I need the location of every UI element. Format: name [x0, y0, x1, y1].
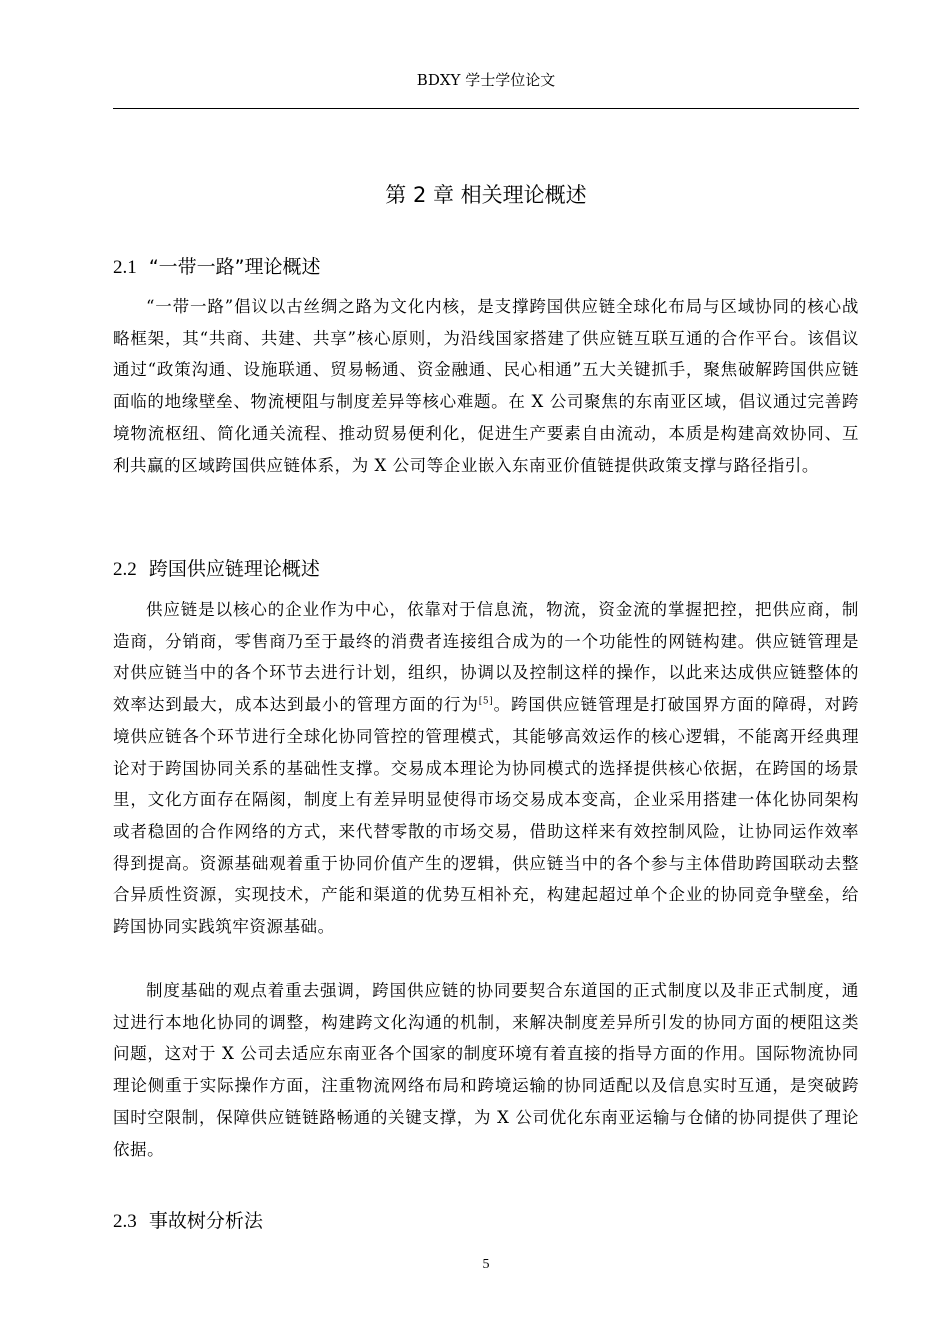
chapter-title: 第 2 章 相关理论概述 — [385, 183, 587, 207]
paragraph-supply-chain — [113, 594, 859, 974]
section-number: 2.1 — [113, 257, 137, 278]
header-rule — [113, 108, 859, 109]
section-heading-2-1 — [113, 253, 859, 282]
section-number: 2.3 — [113, 1211, 137, 1232]
paragraph-institutional-view: 制度基础的观点着重去强调，跨国供应链的协同要契合东道国的正式制度以及非正式制度，通过进行本地化协同的调整，构建跨文化沟通的机制，来解决制度差异所引发的协同方面的梗阻这类问题，这对于 X 公司去适应东南亚各个国家的制度环境有着直接的指导方面的作用。国际物流协同理论侧重于实际操作方面，注重物流网络布局和跨境运输的协同适配以及信息实时互通，是突破跨国时空限制，保障供应链链路畅通的关键支撑，为 X 公司优化东南亚运输与仓储的协同提供了理论依据。 — [113, 981, 859, 1159]
section-title: “一带一路”理论概述 — [148, 256, 321, 278]
paragraph-text: 供应链是以核心的企业作为中心，依靠对于信息流，物流，资金流的掌握把控，把供应商，制造商，分销商，零售商乃至于最终的消费者连接组合成为的一个功能性的网链构建。供应链管理是对供应链当中的各个环节去进行计划，组织，协调以及控制这样的操作，以此来达成供应链整体的效率达到最大，成本达到最小的管理方面的行为 — [113, 600, 859, 715]
section-title: 跨国供应链理论概述 — [148, 558, 320, 580]
section-title: 事故树分析法 — [148, 1210, 263, 1232]
section-number: 2.2 — [113, 559, 137, 580]
page-number: 5 — [482, 1257, 490, 1272]
section-heading-2-2 — [113, 555, 859, 584]
paragraph-belt-and-road: “一带一路”倡议以古丝绸之路为文化内核，是支撑跨国供应链全球化布局与区域协同的核心战略框架，其“共商、共建、共享”核心原则，为沿线国家搭建了供应链互联互通的合作平台。该倡议通过“政策沟通、设施联通、贸易畅通、资金融通、民心相通”五大关键抓手，聚焦破解跨国供应链面临的地缘壁垒、物流梗阻与制度差异等核心难题。在 X 公司聚焦的东南亚区域，倡议通过完善跨境物流枢纽、简化通关流程、推动贸易便利化，促进生产要素自由流动，本质是构建高效协同、互利共赢的区域跨国供应链体系，为 X 公司等企业嵌入东南亚价值链提供政策支撑与路径指引。 — [113, 297, 859, 475]
running-header: BDXY 学士学位论文 — [416, 71, 556, 89]
citation-reference: [5] — [478, 696, 494, 707]
paragraph-text: 。跨国供应链管理是打破国界方面的障碍，对跨境供应链各个环节进行全球化协同管控的管理模式，其能够高效运作的核心逻辑，不能离开经典理论对于跨国协同关系的基础性支撑。交易成本理论为协同模式的选择提供核心依据，在跨国的场景里，文化方面存在隔阂，制度上有差异明显使得市场交易成本变高，企业采用搭建一体化协同架构或者稳固的合作网络的方式，来代替零散的市场交易，借助这样来有效控制风险，让协同运作效率得到提高。资源基础观着重于协同价值产生的逻辑，供应链当中的各个参与主体借助跨国联动去整合异质性资源，实现技术，产能和渠道的优势互相补充，构建起超过单个企业的协同竞争壁垒，给跨国协同实践筑牢资源基础。 — [113, 695, 859, 937]
section-heading-2-3 — [113, 1207, 859, 1236]
